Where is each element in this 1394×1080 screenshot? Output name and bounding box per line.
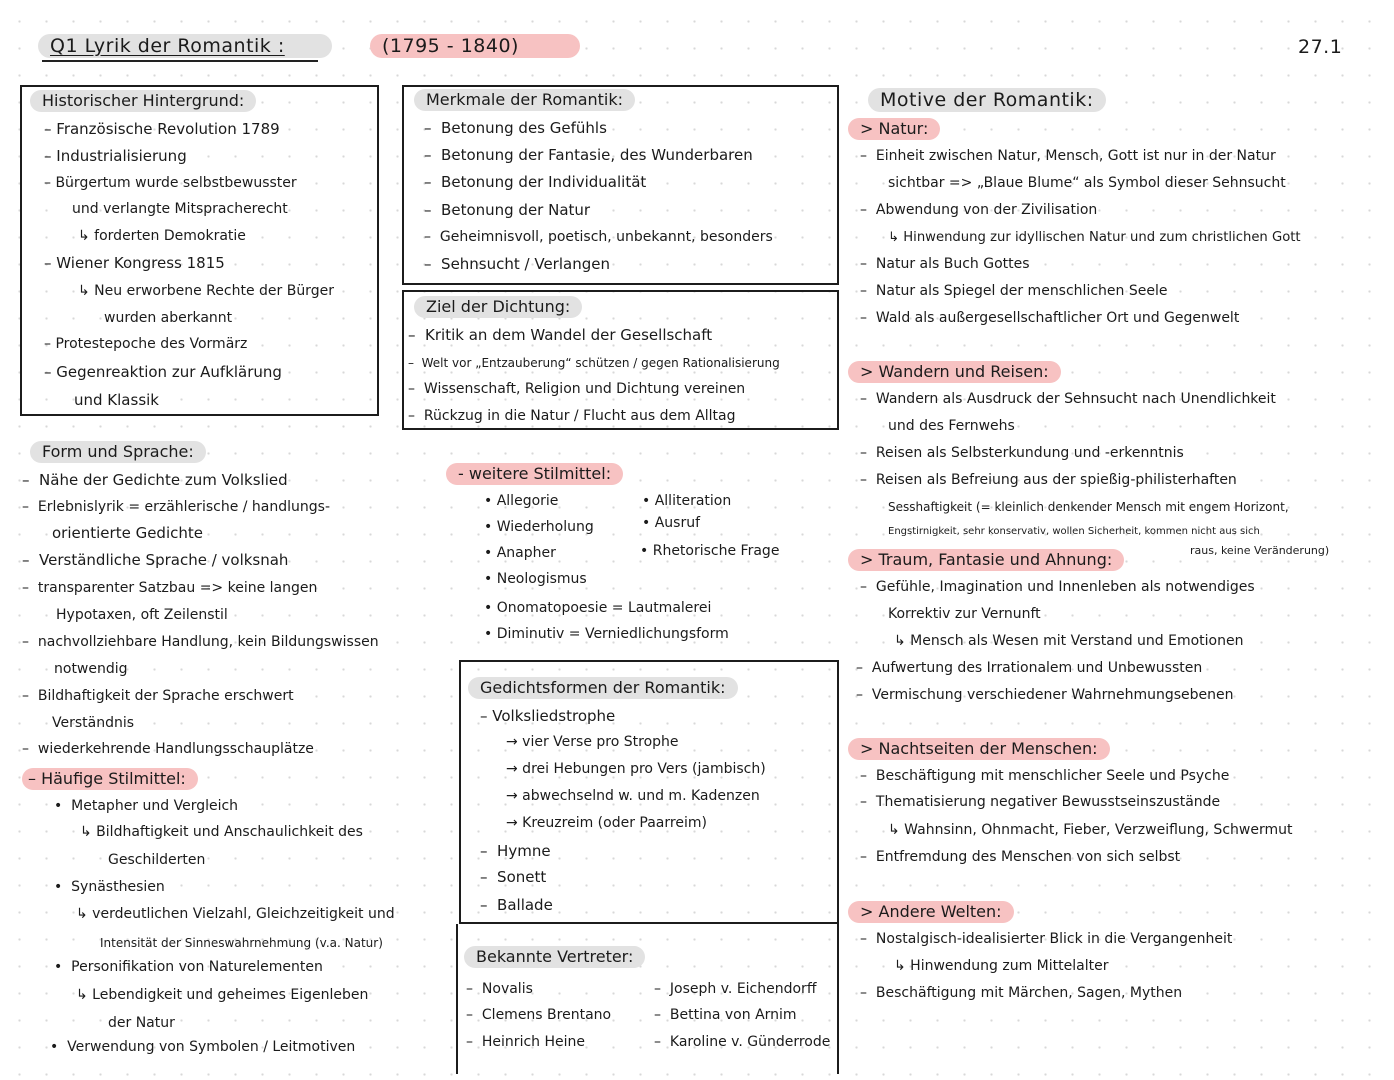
list-item: – Thematisierung negativer Bewusstseinszustände bbox=[860, 794, 1221, 810]
list-item: – nachvollziehbare Handlung, kein Bildungswissen bbox=[22, 634, 379, 650]
vertreter-box-left bbox=[456, 924, 458, 1074]
ziel-heading: Ziel der Dichtung: bbox=[414, 296, 582, 318]
stilmittel-heading: – Häufige Stilmittel: bbox=[22, 768, 198, 790]
list-item: – Heinrich Heine bbox=[466, 1034, 585, 1050]
list-item: – Novalis bbox=[466, 981, 533, 997]
list-item: ↳ Hinwendung zum Mittelalter bbox=[894, 958, 1109, 974]
vertreter-heading: Bekannte Vertreter: bbox=[464, 946, 645, 968]
list-item: • Rhetorische Frage bbox=[640, 543, 780, 559]
list-item: – Clemens Brentano bbox=[466, 1007, 612, 1023]
list-item: – Ballade bbox=[480, 896, 553, 914]
list-item: ↳ Mensch als Wesen mit Verstand und Emotionen bbox=[894, 633, 1244, 649]
page-title bbox=[38, 34, 332, 58]
list-item: – Beschäftigung mit menschlicher Seele und Psyche bbox=[860, 768, 1230, 784]
list-item: • Anapher bbox=[484, 545, 556, 561]
list-item: raus, keine Veränderung) bbox=[1190, 544, 1330, 557]
list-item: • Personifikation von Naturelementen bbox=[54, 959, 323, 975]
list-item: – Betonung der Natur bbox=[424, 201, 591, 219]
list-item: ↳ Neu erworbene Rechte der Bürger bbox=[78, 283, 334, 299]
list-item: → abwechselnd w. und m. Kadenzen bbox=[506, 788, 760, 804]
list-item: orientierte Gedichte bbox=[52, 524, 203, 542]
list-item: • Wiederholung bbox=[484, 519, 594, 535]
andere-heading: > Andere Welten: bbox=[848, 901, 1014, 923]
list-item: und verlangte Mitspracherecht bbox=[72, 201, 288, 217]
list-item: – Wald als außergesellschaftlicher Ort und Gegenwelt bbox=[860, 310, 1240, 326]
list-item: Sesshaftigkeit (= kleinlich denkender Mensch mit engem Horizont, bbox=[888, 500, 1289, 514]
list-item: • Metapher und Vergleich bbox=[54, 798, 239, 814]
list-item: – Sehnsucht / Verlangen bbox=[424, 255, 610, 273]
list-item: – Französische Revolution 1789 bbox=[44, 120, 280, 138]
list-item: wurden aberkannt bbox=[104, 310, 233, 326]
list-item: – Protestepoche des Vormärz bbox=[44, 336, 248, 352]
list-item: – Natur als Spiegel der menschlichen Seele bbox=[860, 283, 1168, 299]
list-item: – Betonung der Individualität bbox=[424, 173, 647, 191]
list-item: ↳ verdeutlichen Vielzahl, Gleichzeitigkeit und bbox=[76, 906, 395, 922]
list-item: – Sonett bbox=[480, 868, 547, 886]
list-item: – Betonung des Gefühls bbox=[424, 119, 607, 137]
list-item: – Abwendung von der Zivilisation bbox=[860, 202, 1098, 218]
list-item: → vier Verse pro Strophe bbox=[506, 734, 679, 750]
list-item: – Industrialisierung bbox=[44, 147, 187, 165]
list-item: – Einheit zwischen Natur, Mensch, Gott ist nur in der Natur bbox=[860, 148, 1276, 164]
list-item: • Allegorie bbox=[484, 493, 559, 509]
list-item: – Kritik an dem Wandel der Gesellschaft bbox=[408, 326, 713, 344]
list-item: – wiederkehrende Handlungsschauplätze bbox=[22, 741, 314, 757]
list-item: – Wiener Kongress 1815 bbox=[44, 254, 225, 272]
list-item: – Welt vor „Entzauberung“ schützen / gegen Rationalisierung bbox=[408, 356, 780, 370]
list-item: ↳ Bildhaftigkeit und Anschaulichkeit des bbox=[80, 824, 363, 840]
motive-heading: Motive der Romantik: bbox=[868, 88, 1106, 112]
list-item: – Reisen als Befreiung aus der spießig-philisterhaften bbox=[860, 472, 1237, 488]
weitere-heading: - weitere Stilmittel: bbox=[446, 463, 623, 485]
list-item: ↳ Hinwendung zur idyllischen Natur und zum christlichen Gott bbox=[888, 230, 1301, 245]
list-item: – Aufwertung des Irrationalem und Unbewussten bbox=[856, 660, 1203, 676]
list-item: → drei Hebungen pro Vers (jambisch) bbox=[506, 761, 766, 777]
list-item: – Nostalgisch-idealisierter Blick in die Vergangenheit bbox=[860, 931, 1233, 947]
list-item: – Gefühle, Imagination und Innenleben als notwendiges bbox=[860, 579, 1255, 595]
list-item: – Karoline v. Günderrode bbox=[654, 1034, 831, 1050]
list-item: – Wandern als Ausdruck der Sehnsucht nach Unendlichkeit bbox=[860, 391, 1276, 407]
list-item: – Reisen als Selbsterkundung und -erkenntnis bbox=[860, 445, 1184, 461]
traum-heading: > Traum, Fantasie und Ahnung: bbox=[848, 549, 1124, 571]
natur-heading: > Natur: bbox=[848, 118, 940, 140]
list-item: • Synästhesien bbox=[54, 879, 165, 895]
list-item: der Natur bbox=[108, 1015, 175, 1031]
list-item: Engstirnigkeit, sehr konservativ, wollen Sicherheit, kommen nicht aus sich bbox=[888, 526, 1260, 537]
list-item: – transparenter Satzbau => keine langen bbox=[22, 580, 318, 596]
list-item: Intensität der Sinneswahrnehmung (v.a. Natur) bbox=[100, 936, 383, 950]
list-item: – Verständliche Sprache / volksnah bbox=[22, 551, 289, 569]
list-item: – Bürgertum wurde selbstbewusster bbox=[44, 175, 297, 191]
list-item: – Geheimnisvoll, poetisch, unbekannt, besonders bbox=[424, 229, 773, 245]
list-item: – Volksliedstrophe bbox=[480, 707, 616, 725]
list-item: Verständnis bbox=[52, 715, 135, 731]
list-item: – Joseph v. Eichendorff bbox=[654, 981, 817, 997]
page-title-text: Q1 Lyrik der Romantik : bbox=[50, 35, 285, 57]
list-item: Geschilderten bbox=[108, 852, 206, 868]
list-item: • Alliteration bbox=[642, 493, 732, 509]
gedicht-heading: Gedichtsformen der Romantik: bbox=[468, 677, 738, 699]
list-item: und des Fernwehs bbox=[888, 418, 1015, 434]
list-item: ↳ Wahnsinn, Ohnmacht, Fieber, Verzweiflung, Schwermut bbox=[888, 822, 1293, 838]
list-item: – Nähe der Gedichte zum Volkslied bbox=[22, 471, 288, 489]
list-item: – Natur als Buch Gottes bbox=[860, 256, 1030, 272]
list-item: – Beschäftigung mit Märchen, Sagen, Mythen bbox=[860, 985, 1183, 1001]
list-item: → Kreuzreim (oder Paarreim) bbox=[506, 815, 707, 831]
list-item: – Bildhaftigkeit der Sprache erschwert bbox=[22, 688, 294, 704]
wandern-heading: > Wandern und Reisen: bbox=[848, 361, 1061, 383]
list-item: – Erlebnislyrik = erzählerische / handlungs- bbox=[22, 499, 331, 515]
list-item: – Wissenschaft, Religion und Dichtung vereinen bbox=[408, 381, 746, 397]
list-item: und Klassik bbox=[74, 391, 159, 409]
list-item: – Betonung der Fantasie, des Wunderbaren bbox=[424, 146, 753, 164]
period-text: (1795 - 1840) bbox=[382, 35, 519, 57]
list-item: notwendig bbox=[54, 661, 128, 677]
list-item: ↳ forderten Demokratie bbox=[78, 228, 246, 244]
period-badge bbox=[370, 34, 580, 58]
date: 27.1 bbox=[1298, 36, 1343, 58]
merkmale-heading: Merkmale der Romantik: bbox=[414, 89, 635, 111]
list-item: – Gegenreaktion zur Aufklärung bbox=[44, 363, 282, 381]
list-item: – Rückzug in die Natur / Flucht aus dem Alltag bbox=[408, 408, 736, 424]
list-item: Korrektiv zur Vernunft bbox=[888, 606, 1041, 622]
list-item: – Hymne bbox=[480, 842, 551, 860]
list-item: • Ausruf bbox=[642, 515, 701, 531]
form-heading: Form und Sprache: bbox=[30, 441, 206, 463]
list-item: ↳ Lebendigkeit und geheimes Eigenleben bbox=[76, 987, 369, 1003]
list-item: • Onomatopoesie = Lautmalerei bbox=[484, 600, 712, 616]
historisch-heading: Historischer Hintergrund: bbox=[30, 90, 256, 112]
list-item: sichtbar => „Blaue Blume“ als Symbol dieser Sehnsucht bbox=[888, 175, 1286, 191]
nacht-heading: > Nachtseiten der Menschen: bbox=[848, 738, 1110, 760]
list-item: • Neologismus bbox=[484, 571, 587, 587]
title-underline bbox=[42, 60, 318, 62]
list-item: • Diminutiv = Verniedlichungsform bbox=[484, 626, 729, 642]
list-item: • Verwendung von Symbolen / Leitmotiven bbox=[50, 1039, 356, 1055]
list-item: – Vermischung verschiedener Wahrnehmungsebenen bbox=[856, 687, 1234, 703]
vertreter-box-right bbox=[837, 924, 839, 1074]
list-item: Hypotaxen, oft Zeilenstil bbox=[56, 607, 228, 623]
list-item: – Entfremdung des Menschen von sich selbst bbox=[860, 849, 1181, 865]
list-item: – Bettina von Arnim bbox=[654, 1007, 797, 1023]
